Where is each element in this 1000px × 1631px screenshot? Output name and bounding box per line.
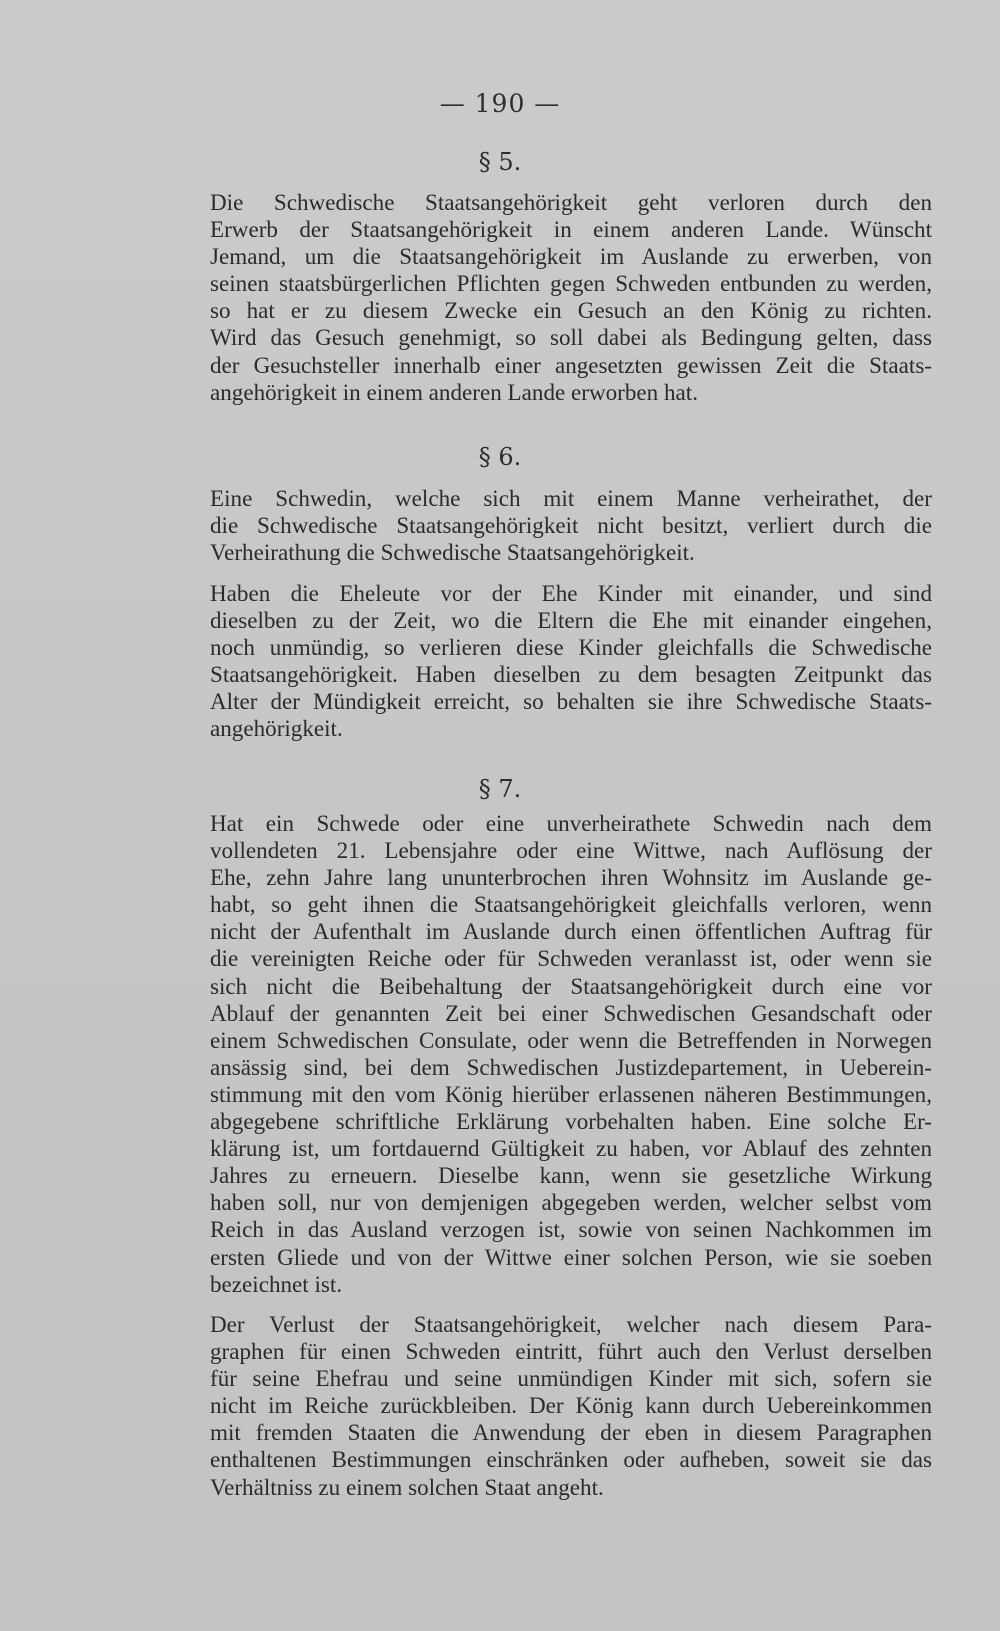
text-line: Hat ein Schwede oder eine unverheirathete Schwedin nach dem	[210, 810, 932, 836]
text-line: einem Schwedischen Consulate, oder wenn die Betreffenden in Norwegen	[210, 1026, 932, 1053]
text-line: Haben die Eheleute vor der Ehe Kinder mit einander, und sind	[210, 580, 932, 606]
text-line: angehörigkeit.	[210, 715, 343, 742]
text-line: Die Schwedische Staatsangehörigkeit geht verloren durch den	[210, 189, 932, 215]
text-line: Eine Schwedin, welche sich mit einem Manne verheirathet, der	[210, 485, 932, 511]
text-line: Reich in das Ausland verzogen ist, sowie von seinen Nachkommen im	[210, 1216, 932, 1243]
text-line: graphen für einen Schweden eintritt, führt auch den Verlust derselben	[210, 1338, 932, 1365]
text-line: abgegebene schriftliche Erklärung vorbehalten haben. Eine solche Er-	[210, 1108, 932, 1135]
text-line: Ehe, zehn Jahre lang ununterbrochen ihren Wohnsitz im Auslande ge-	[210, 864, 932, 891]
section-heading-6: § 6.	[478, 443, 522, 471]
text-line: enthaltenen Bestimmungen einschränken oder aufheben, soweit sie das	[210, 1446, 932, 1473]
text-line: Jemand, um die Staatsangehörigkeit im Auslande zu erwerben, von	[210, 243, 932, 270]
text-line: klärung ist, um fortdauernd Gültigkeit zu haben, vor Ablauf des zehnten	[210, 1135, 932, 1162]
text-line: stimmung mit den vom König hierüber erlassenen näheren Bestimmungen,	[210, 1080, 932, 1107]
paragraph	[142, 580, 932, 743]
text-line: Staatsangehörigkeit. Haben dieselben zu dem besagten Zeitpunkt das	[210, 661, 932, 688]
text-line: ersten Gliede und von der Wittwe einer solchen Person, wie sie soeben	[210, 1243, 932, 1270]
section-heading-5: § 5.	[478, 148, 522, 176]
text-line: Der Verlust der Staatsangehörigkeit, welcher nach diesem Para-	[210, 1311, 932, 1337]
text-line: für seine Ehefrau und seine unmündigen Kinder mit sich, sofern sie	[210, 1365, 932, 1392]
text-line: haben soll, nur von demjenigen abgegeben werden, welcher selbst vom	[210, 1189, 932, 1216]
text-line: Verhältniss zu einem solchen Staat angeht.	[210, 1473, 604, 1500]
text-line: sich nicht die Beibehaltung der Staatsangehörigkeit durch eine vor	[210, 972, 932, 999]
text-line: nicht im Reiche zurückbleiben. Der König kann durch Uebereinkommen	[210, 1392, 932, 1419]
paragraph	[142, 1311, 932, 1501]
text-line: mit fremden Staaten die Anwendung der eben in diesem Paragraphen	[210, 1419, 932, 1446]
text-line: vollendeten 21. Lebensjahre oder eine Wittwe, nach Auflösung der	[210, 837, 932, 864]
text-line: die Schwedische Staatsangehörigkeit nicht besitzt, verliert durch die	[210, 512, 932, 539]
paragraph	[142, 189, 932, 406]
text-line: habt, so geht ihnen die Staatsangehörigkeit gleichfalls verloren, wenn	[210, 891, 932, 918]
text-line: noch unmündig, so verlieren diese Kinder gleichfalls die Schwedische	[210, 634, 932, 661]
text-line: nicht der Aufenthalt im Auslande durch einen öffentlichen Auftrag für	[210, 918, 932, 945]
text-line: seinen staatsbürgerlichen Pflichten gegen Schweden entbunden zu werden,	[210, 270, 932, 297]
text-line: die vereinigten Reiche oder für Schweden veranlasst ist, oder wenn sie	[210, 945, 932, 972]
text-line: Verheirathung die Schwedische Staatsangehörigkeit.	[210, 539, 695, 566]
text-line: Erwerb der Staatsangehörigkeit in einem anderen Lande. Wünscht	[210, 216, 932, 243]
text-line: Jahres zu erneuern. Dieselbe kann, wenn sie gesetzliche Wirkung	[210, 1162, 932, 1189]
paragraph	[142, 810, 932, 1298]
text-line: angehörigkeit in einem anderen Lande erworben hat.	[210, 378, 698, 405]
page-number: — 190 —	[439, 89, 561, 118]
text-line: so hat er zu diesem Zwecke ein Gesuch an den König zu richten.	[210, 297, 932, 324]
text-line: bezeichnet ist.	[210, 1270, 343, 1297]
text-line: Ablauf der genannten Zeit bei einer Schwedischen Gesandschaft oder	[210, 999, 932, 1026]
text-line: Wird das Gesuch genehmigt, so soll dabei als Bedingung gelten, dass	[210, 324, 932, 351]
text-line: Alter der Mündigkeit erreicht, so behalten sie ihre Schwedische Staats-	[210, 688, 932, 715]
paragraph	[142, 485, 932, 566]
section-heading-7: § 7.	[478, 775, 522, 803]
text-line: der Gesuchsteller innerhalb einer angesetzten gewissen Zeit die Staats-	[210, 351, 932, 378]
text-line: ansässig sind, bei dem Schwedischen Justizdepartement, in Ueberein-	[210, 1053, 932, 1080]
text-line: dieselben zu der Zeit, wo die Eltern die Ehe mit einander eingehen,	[210, 607, 932, 634]
